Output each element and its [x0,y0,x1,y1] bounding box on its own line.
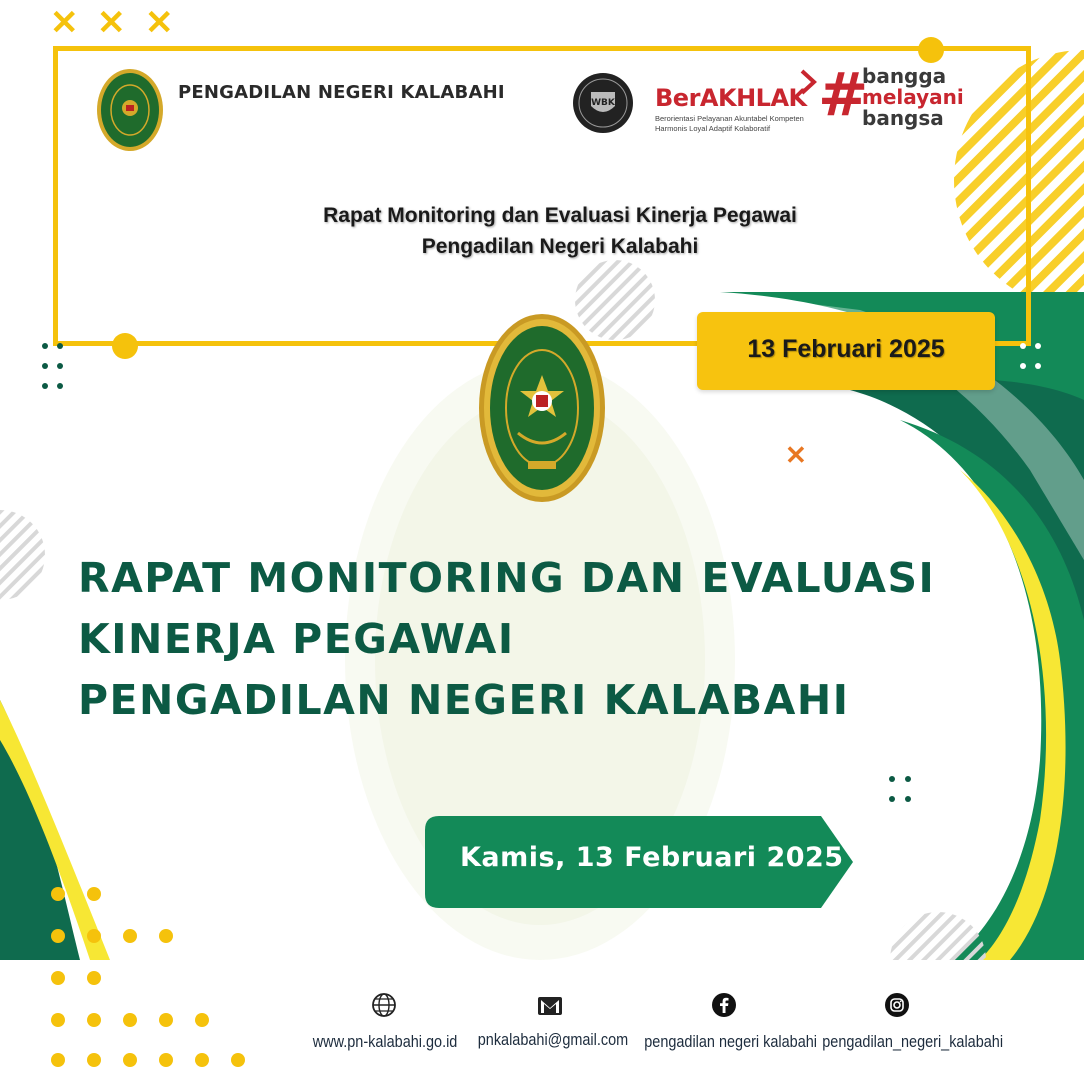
gmail-icon [537,993,563,1019]
dot-grid-decoration [40,340,70,392]
instagram-icon [884,992,910,1018]
bangga-line: bangga [862,64,947,88]
wbk-badge-logo [572,72,634,134]
bangga-melayani-bangsa-logo [862,66,964,129]
dot-grid-decoration [886,772,916,806]
wbk-badge-text: WBK [591,98,615,108]
email-link[interactable]: pnkalabahi@gmail.com [477,1030,629,1049]
main-title-line: PENGADILAN NEGERI KALABAHI [78,676,850,724]
main-title-line: KINERJA PEGAWAI [78,615,515,663]
dot-grid-decoration [44,880,254,1080]
header-title [120,200,1000,262]
header-title-line: Pengadilan Negeri Kalabahi [421,235,699,258]
chevron-right-icon [798,68,820,96]
berakhlak-tagline-line: Harmonis Loyal Adaptif Kolaboratif [655,124,771,133]
date-badge [697,312,995,390]
x-mark-icon: ✕ [145,4,174,42]
x-mark-icon: ✕ [785,440,807,470]
frame-dot [112,333,138,359]
berakhlak-tagline-line: Berorientasi Pelayanan Akuntabel Kompeten [655,114,804,123]
facebook-icon [711,992,737,1018]
instagram-link[interactable]: pengadilan_negeri_kalabahi [822,1032,1004,1051]
berakhlak-tagline [655,114,825,134]
main-title [78,548,935,731]
bangga-line: bangsa [862,106,944,130]
dot-grid-decoration [1018,340,1048,370]
day-date-text: Kamis, 13 Februari 2025 [460,842,844,873]
org-name: PENGADILAN NEGERI KALABAHI [178,82,505,103]
court-emblem-large [478,313,606,503]
hashtag-icon: # [818,60,869,130]
main-title-line: RAPAT MONITORING DAN EVALUASI [78,554,936,602]
header-title-line: Rapat Monitoring dan Evaluasi Kinerja Pegawai [323,204,797,227]
berakhlak-logo: BerAKHLAK [655,84,807,112]
frame-dot [918,37,944,63]
website-link[interactable]: www.pn-kalabahi.go.id [312,1032,458,1051]
date-badge-text: 13 Februari 2025 [747,335,945,363]
facebook-link[interactable]: pengadilan negeri kalabahi [644,1032,817,1051]
x-mark-icon: ✕ [97,4,126,42]
globe-icon [371,992,397,1018]
x-mark-icon: ✕ [50,4,79,42]
court-emblem-logo [96,68,164,152]
bangga-line: melayani [862,85,964,109]
